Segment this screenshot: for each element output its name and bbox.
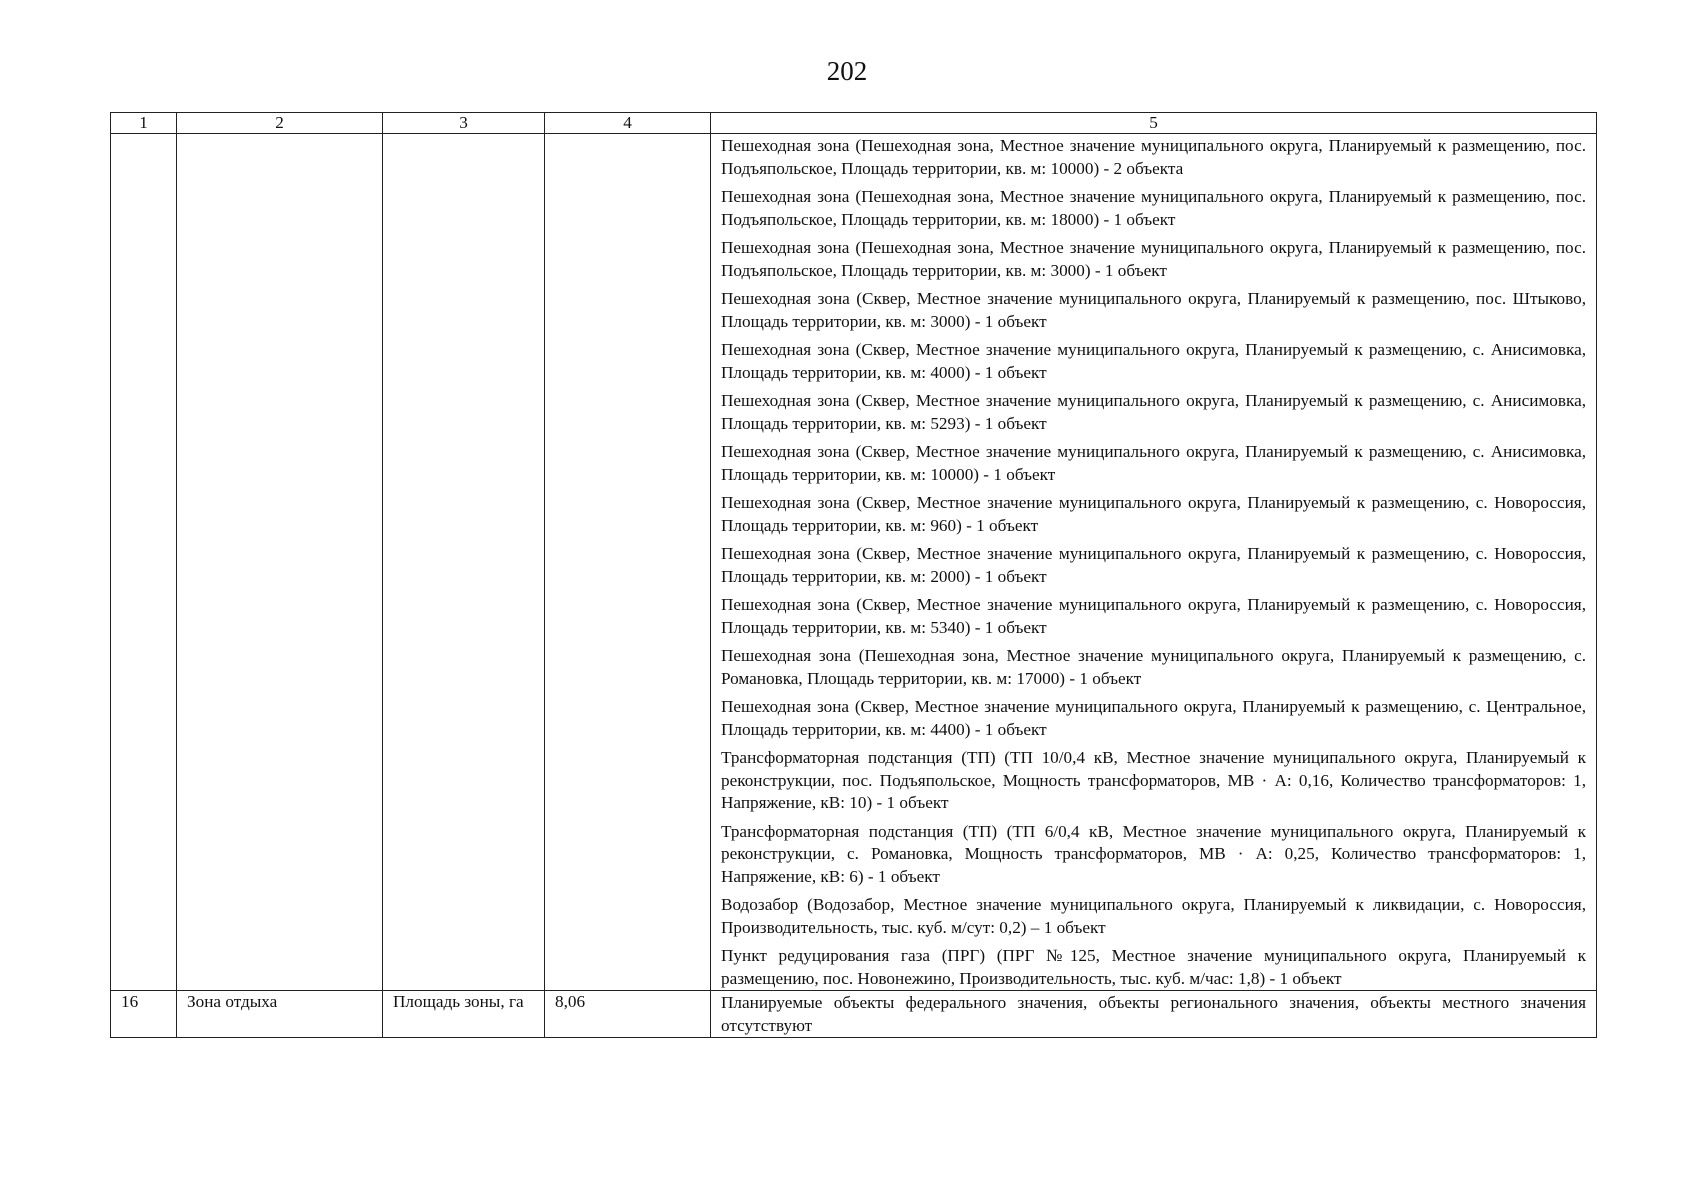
page-number: 202 <box>826 56 868 86</box>
zone-name: Зона отдыха <box>177 991 383 1038</box>
list-item: Пешеходная зона (Пешеходная зона, Местное значение муниципального округа, Планируемый к размещению, пос. Подъяпольское, Площадь территории, кв. м: 18000) - 1 объект <box>721 187 1586 229</box>
list-item: Пешеходная зона (Сквер, Местное значение муниципального округа, Планируемый к размещению, с. Центральное, Площадь территории, кв. м: 4400) - 1 объект <box>721 697 1586 739</box>
list-item: Пешеходная зона (Пешеходная зона, Местное значение муниципального округа, Планируемый к размещению, пос. Подъяпольское, Площадь территории, кв. м: 10000) - 2 объекта <box>721 136 1586 178</box>
list-item: Пешеходная зона (Сквер, Местное значение муниципального округа, Планируемый к размещению, с. Новороссия, Площадь территории, кв. м: 960) - 1 объект <box>721 493 1586 535</box>
cell-col-5-items <box>711 134 1597 991</box>
cell-col-1 <box>111 134 177 991</box>
header-col-3: 3 <box>383 113 545 134</box>
parameter-name: Площадь зоны, га <box>383 991 545 1038</box>
row-number: 16 <box>111 991 177 1038</box>
table-row-16 <box>111 991 1597 1038</box>
header-col-5: 5 <box>711 113 1597 134</box>
list-item: Пешеходная зона (Сквер, Местное значение муниципального округа, Планируемый к размещению, пос. Штыково, Площадь территории, кв. м: 3000) - 1 объект <box>721 289 1586 331</box>
list-item: Пункт редуцирования газа (ПРГ) (ПРГ №125, Местное значение муниципального округа, Планируемый к размещению, пос. Новонежино, Производительность, тыс. куб. м/час: 1,8) - 1 объект <box>721 946 1586 988</box>
cell-col-3 <box>383 134 545 991</box>
cell-col-4 <box>545 134 711 991</box>
list-item: Пешеходная зона (Сквер, Местное значение муниципального округа, Планируемый к размещению, с. Анисимовка, Площадь территории, кв. м: 4000) - 1 объект <box>721 340 1586 382</box>
list-item: Пешеходная зона (Сквер, Местное значение муниципального округа, Планируемый к размещению, с. Анисимовка, Площадь территории, кв. м: 5293) - 1 объект <box>721 391 1586 433</box>
cell-col-2 <box>177 134 383 991</box>
list-item: Пешеходная зона (Пешеходная зона, Местное значение муниципального округа, Планируемый к размещению, с. Романовка, Площадь территории, кв. м: 17000) - 1 объект <box>721 646 1586 688</box>
list-item: Пешеходная зона (Сквер, Местное значение муниципального округа, Планируемый к размещению, с. Новороссия, Площадь территории, кв. м: 2000) - 1 объект <box>721 544 1586 586</box>
list-item: Трансформаторная подстанция (ТП) (ТП 6/0,4 кВ, Местное значение муниципального округа, Планируемый к реконструкции, с. Романовка, Мощность трансформаторов, МВ · А: 0,25, Количество трансформаторов: 1, Напряжение, кВ: 6) - 1 объект <box>721 821 1586 886</box>
table-row-continuation <box>111 134 1597 991</box>
header-col-4: 4 <box>545 113 711 134</box>
list-item: Трансформаторная подстанция (ТП) (ТП 10/0,4 кВ, Местное значение муниципального округа, Планируемый к реконструкции, пос. Подъяпольское, Мощность трансформаторов, МВ · А: 0,16, Количество трансформаторов: 1, Напряжение, кВ: 10) - 1 объект <box>721 748 1586 812</box>
objects-description <box>711 991 1597 1038</box>
document-table <box>110 112 1597 1038</box>
header-col-1: 1 <box>111 113 177 134</box>
header-col-2: 2 <box>177 113 383 134</box>
parameter-value: 8,06 <box>545 991 711 1038</box>
list-item: Пешеходная зона (Сквер, Местное значение муниципального округа, Планируемый к размещению, с. Анисимовка, Площадь территории, кв. м: 10000) - 1 объект <box>721 442 1586 484</box>
list-item: Планируемые объекты федерального значения, объекты регионального значения, объекты местного значения отсутствуют <box>721 993 1586 1035</box>
list-item: Пешеходная зона (Сквер, Местное значение муниципального округа, Планируемый к размещению, с. Новороссия, Площадь территории, кв. м: 5340) - 1 объект <box>721 595 1586 637</box>
list-item: Водозабор (Водозабор, Местное значение муниципального округа, Планируемый к ликвидации, с. Новороссия, Производительность, тыс. куб. м/сут: 0,2) – 1 объект <box>721 895 1586 937</box>
list-item: Пешеходная зона (Пешеходная зона, Местное значение муниципального округа, Планируемый к размещению, пос. Подъяпольское, Площадь территории, кв. м: 3000) - 1 объект <box>721 238 1586 280</box>
table-header-row <box>111 113 1597 134</box>
